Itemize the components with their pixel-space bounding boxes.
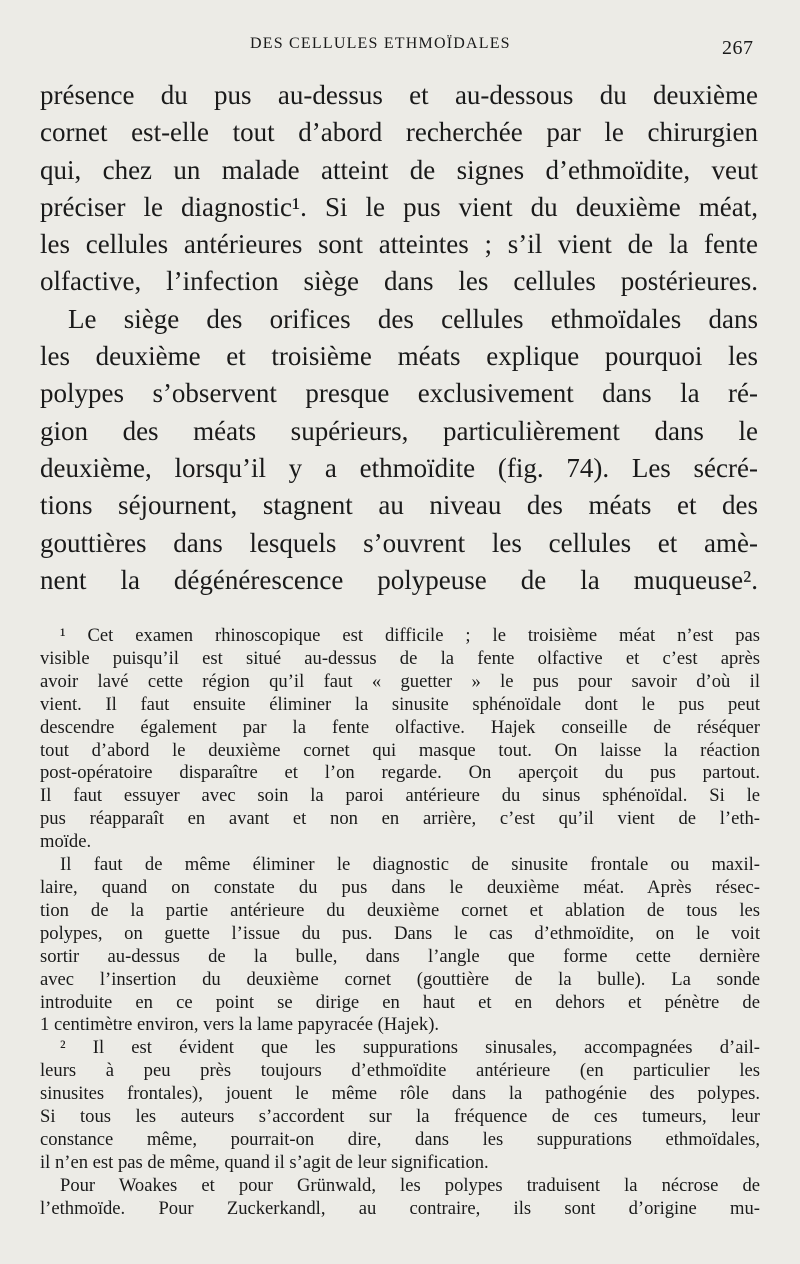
text-line: olfactive, l’infection siège dans les cellules postérieures. [40,266,758,297]
footnote-line: moïde. [40,831,92,853]
footnote-line: Il faut essuyer avec soin la paroi antérieure du sinus sphénoïdal. Si le [40,785,760,807]
footnote-line: post-opératoire disparaître et l’on regarde. On aperçoit du pus partout. [40,762,760,784]
text-line: préciser le diagnostic¹. Si le pus vient du deuxième méat, [40,191,758,222]
text-line: polypes s’observent presque exclusivement dans la ré- [40,378,758,409]
footnote-line: ¹ Cet examen rhinoscopique est difficile ; le troisième méat n’est pas [60,625,760,646]
footnote-line: tion de la partie antérieure du deuxième cornet et ablation de tous les [40,899,760,921]
footnote-line: introduite en ce point se dirige en haut et en dehors et pénètre de [40,991,760,1013]
text-line: nent la dégénérescence polypeuse de la muqueuse². [40,564,758,595]
footnote-line: avec l’insertion du deuxième cornet (gouttière de la bulle). La sonde [40,968,760,990]
paragraph-1 [40,77,758,301]
footnote-1 [40,625,760,854]
running-title: DES CELLULES ETHMOÏDALES [250,35,511,52]
footnote-line: polypes, on guette l’issue du pus. Dans le cas d’ethmoïdite, on le voit [40,922,760,944]
text-line: présence du pus au-dessus et au-dessous du deuxième [40,80,758,110]
footnote-line: leurs à peu près toujours d’ethmoïdite antérieure (en particulier les [40,1060,760,1082]
footnote-line: descendre également par la fente olfactive. Hajek conseille de réséquer [40,716,760,738]
paragraph-2 [40,301,758,599]
footnote-line: constance même, pourrait-on dire, dans les suppurations ethmoïdales, [40,1128,760,1150]
footnote-line: Pour Woakes et pour Grünwald, les polypes traduisent la nécrose de [60,1174,760,1196]
footnote-line: Il faut de même éliminer le diagnostic de sinusite frontale ou maxil- [60,854,760,876]
page-number: 267 [722,37,754,59]
text-line: les deuxième et troisième méats explique pourquoi les [40,341,758,372]
text-line: gouttières dans lesquels s’ouvrent les cellules et amè- [40,527,758,558]
text-line: qui, chez un malade atteint de signes d’ethmoïdite, veut [40,154,758,185]
text-line: les cellules antérieures sont atteintes ; s’il vient de la fente [40,229,758,260]
footnote-2-continued [40,1175,760,1221]
footnote-line: laire, quand on constate du pus dans le deuxième méat. Après résec- [40,876,760,898]
footnote-line: avoir lavé cette région qu’il faut « guetter » le pus pour savoir d’où il [40,670,760,692]
footnote-line: il n’en est pas de même, quand il s’agit de leur signification. [40,1151,489,1173]
text-line: tions séjournent, stagnent au niveau des méats et des [40,490,758,521]
footnote-line: 1 centimètre environ, vers la lame papyracée (Hajek). [40,1014,440,1036]
text-line: gion des méats supérieurs, particulièrement dans le [40,415,758,446]
footnote-line: ² Il est évident que les suppurations sinusales, accompagnées d’ail- [60,1037,760,1059]
footnote-line: vient. Il faut ensuite éliminer la sinusite sphénoïdale dont le pus peut [40,693,760,715]
footnotes [40,625,760,1221]
footnote-line: Si tous les auteurs s’accordent sur la fréquence de ces tumeurs, leur [40,1106,760,1128]
footnote-line: l’ethmoïde. Pour Zuckerkandl, au contraire, ils sont d’origine mu- [40,1197,760,1219]
text-line: cornet est-elle tout d’abord recherchée par le chirurgien [40,117,758,148]
footnote-1-continued [40,854,760,1037]
footnote-line: pus réapparaît en avant et non en arrière, c’est qu’il vient de l’eth- [40,808,760,830]
text-line: deuxième, lorsqu’il y a ethmoïdite (fig. 74). Les sécré- [40,452,758,483]
footnote-line: sortir au-dessus de la bulle, dans l’angle que forme cette dernière [40,945,760,967]
footnote-line: tout d’abord le deuxième cornet qui masque tout. On laisse la réaction [40,739,760,761]
footnote-line: visible puisqu’il est situé au-dessus de la fente olfactive et c’est après [40,647,760,669]
text-line: Le siège des orifices des cellules ethmoïdales dans [68,303,758,334]
main-text [40,77,758,599]
footnote-2 [40,1037,760,1174]
footnote-line: sinusites frontales), jouent le même rôle dans la pathogénie des polypes. [40,1083,760,1105]
page-header [0,35,800,59]
